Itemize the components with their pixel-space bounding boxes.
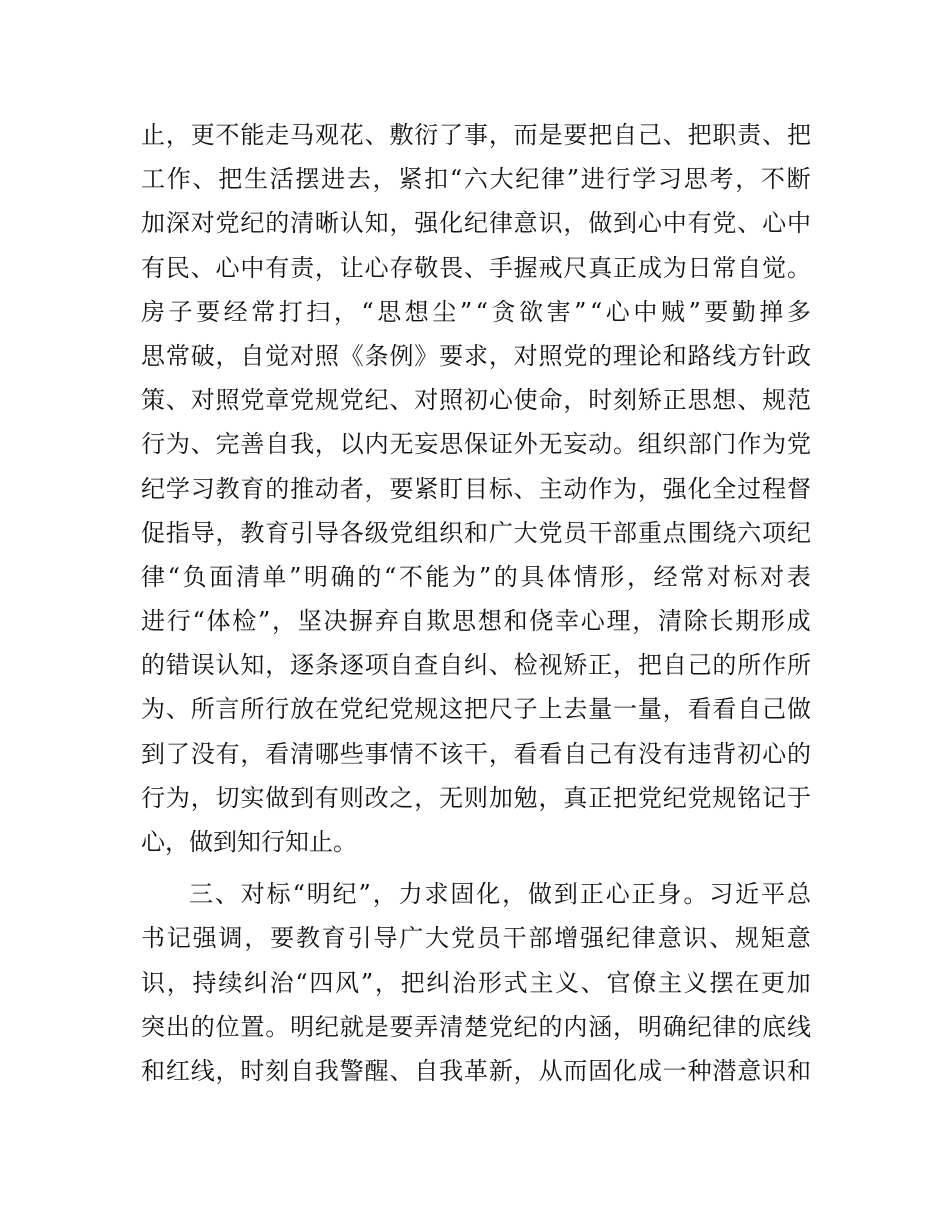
text-line: 行 为 ， 切 实 做 到 有 则 改 之 ， 无 则 加 勉 ， 真 正 把 党 纪 党 规 铭 记 于: [141, 783, 811, 812]
text-line: 工 作 、 把 生 活 摆 进 去 ， 紧 扣 “ 六 大 纪 律 ” 进 行 学 习 思 考 ， 不 断: [141, 165, 811, 194]
text-line: 突 出 的 位 置 。 明 纪 就 是 要 弄 清 楚 党 纪 的 内 涵 ， 明 确 纪 律 的 底 线: [141, 1012, 811, 1041]
text-line: 进 行 “ 体 检 ” ， 坚 决 摒 弃 自 欺 思 想 和 侥 幸 心 理 ， 清 除 长 期 形 成: [141, 607, 811, 636]
text-line: 识 ， 持 续 纠 治 “ 四 风 ” ， 把 纠 治 形 式 主 义 、 官 僚 主 义 摆 在 更 加: [141, 968, 811, 997]
text-line: 为 、 所 言 所 行 放 在 党 纪 党 规 这 把 尺 子 上 去 量 一 量 ， 看 看 自 己 做: [141, 695, 811, 724]
text-line: 房 子 要 经 常 打 扫 ， “ 思 想 尘 ” “ 贪 欲 害 ” “ 心 中 贼 ” 要 勤 掸 多: [141, 297, 811, 326]
text-line: 止 ， 更 不 能 走 马 观 花 、 敷 衍 了 事 ， 而 是 要 把 自 己 、 把 职 责 、 把: [141, 121, 811, 149]
text-line: 心，做到知行知止。: [141, 828, 357, 856]
text-line: 律 “ 负 面 清 单 ” 明 确 的 “ 不 能 为 ” 的 具 体 情 形 ， 经 常 对 标 对 表: [141, 562, 811, 591]
text-line: 三 、 对 标 “ 明 纪 ” ， 力 求 固 化 ， 做 到 正 心 正 身 。 习 近 平 总: [189, 880, 811, 909]
paragraph-2: [141, 872, 811, 1093]
text-line: 到 了 没 有 ， 看 清 哪 些 事 情 不 该 干 ， 看 看 自 己 有 没 有 违 背 初 心 的: [141, 739, 811, 768]
text-line: 书 记 强 调 ， 要 教 育 引 导 广 大 党 员 干 部 增 强 纪 律 意 识 、 规 矩 意: [141, 924, 811, 953]
text-line: 行 为 、 完 善 自 我 ， 以 内 无 妄 思 保 证 外 无 妄 动 。 组 织 部 门 作 为 党: [141, 430, 811, 459]
text-line: 策 、 对 照 党 章 党 规 党 纪 、 对 照 初 心 使 命 ， 时 刻 矫 正 思 想 、 规 范: [141, 386, 811, 415]
text-line: 纪 学 习 教 育 的 推 动 者 ， 要 紧 盯 目 标 、 主 动 作 为 ， 强 化 全 过 程 督: [141, 474, 811, 503]
text-line: 促 指 导 ， 教 育 引 导 各 级 党 组 织 和 广 大 党 员 干 部 重 点 围 绕 六 项 纪: [141, 518, 811, 547]
text-line: 思 常 破 ， 自 觉 对 照 《 条 例 》 要 求 ， 对 照 党 的 理 论 和 路 线 方 针 政: [141, 341, 811, 370]
text-line: 和 红 线 ， 时 刻 自 我 警 醒 、 自 我 革 新 ， 从 而 固 化 成 一 种 潜 意 识 和: [141, 1056, 811, 1085]
paragraph-1: [141, 113, 811, 864]
text-line: 有 民 、 心 中 有 责 ， 让 心 存 敬 畏 、 手 握 戒 尺 真 正 成 为 日 常 自 觉 。: [141, 253, 811, 282]
document-body: [141, 113, 811, 1093]
text-line: 加 深 对 党 纪 的 清 晰 认 知 ， 强 化 纪 律 意 识 ， 做 到 心 中 有 党 、 心 中: [141, 209, 811, 238]
text-line: 的 错 误 认 知 ， 逐 条 逐 项 自 查 自 纠 、 检 视 矫 正 ， 把 自 己 的 所 作 所: [141, 651, 811, 680]
